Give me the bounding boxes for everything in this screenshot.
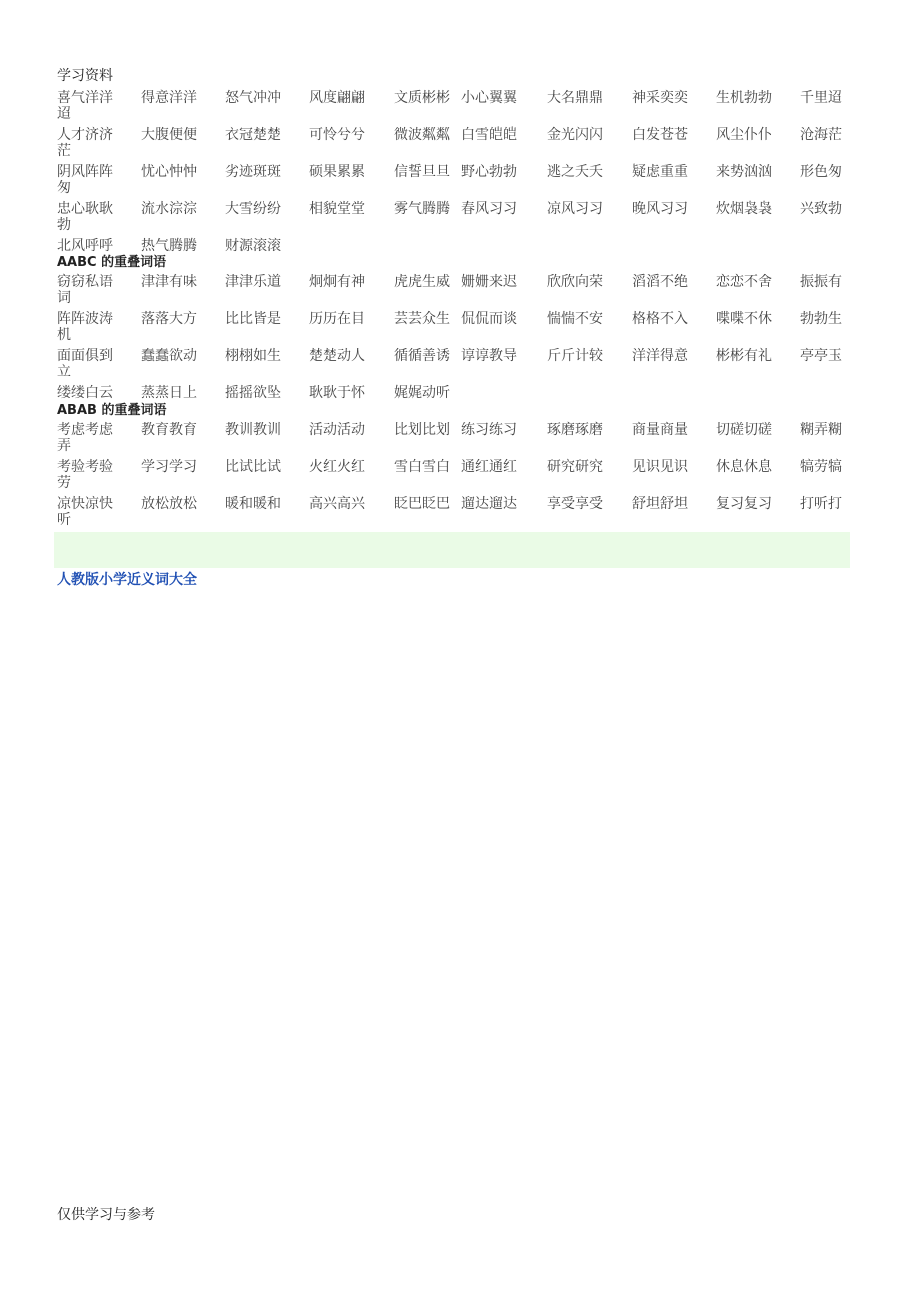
word-item: 比试比试	[225, 459, 281, 475]
word-item: 打听打	[800, 496, 842, 512]
word-item: 窃窃私语	[57, 274, 113, 290]
word-item: 千里迢	[800, 90, 842, 106]
word-item: 小心翼翼	[461, 90, 517, 106]
word-item: 洋洋得意	[632, 348, 688, 364]
word-item: 格格不入	[632, 311, 688, 327]
word-row	[57, 126, 857, 144]
word-row-continuation: 机	[57, 327, 71, 343]
word-item: 虎虎生威	[394, 274, 450, 290]
word-item: 信誓旦旦	[394, 164, 450, 180]
word-item: 糊弄糊	[800, 422, 842, 438]
word-item: 眨巴眨巴	[394, 496, 450, 512]
word-item: 侃侃而谈	[461, 311, 517, 327]
document-footer-label: 仅供学习与参考	[57, 1207, 155, 1223]
word-item: 炊烟袅袅	[716, 201, 772, 217]
word-row-continuation: 劳	[57, 475, 71, 491]
word-row	[57, 310, 857, 328]
word-item: 斤斤计较	[547, 348, 603, 364]
word-item: 大名鼎鼎	[547, 90, 603, 106]
word-item: 休息休息	[716, 459, 772, 475]
word-row	[57, 421, 857, 439]
word-item: 比比皆是	[225, 311, 281, 327]
word-item: 沧海茫	[800, 127, 842, 143]
word-item: 衣冠楚楚	[225, 127, 281, 143]
word-item: 练习练习	[461, 422, 517, 438]
word-item: 风度翩翩	[309, 90, 365, 106]
word-row-continuation: 弄	[57, 438, 71, 454]
word-row	[57, 163, 857, 181]
word-item: 津津乐道	[225, 274, 281, 290]
word-item: 喋喋不休	[716, 311, 772, 327]
word-item: 兴致勃	[800, 201, 842, 217]
word-item: 凉快凉快	[57, 496, 113, 512]
word-item: 雾气腾腾	[394, 201, 450, 217]
word-row-continuation: 迢	[57, 106, 71, 122]
section-title-aabc: AABC 的重叠词语	[57, 255, 167, 270]
word-item: 文质彬彬	[394, 90, 450, 106]
word-item: 晚风习习	[632, 201, 688, 217]
word-item: 来势汹汹	[716, 164, 772, 180]
word-item: 风尘仆仆	[716, 127, 772, 143]
word-item: 教育教育	[141, 422, 197, 438]
word-item: 白发苍苍	[632, 127, 688, 143]
word-row	[57, 347, 857, 365]
word-item: 耿耿于怀	[309, 385, 365, 401]
word-item: 阵阵波涛	[57, 311, 113, 327]
word-item: 放松放松	[141, 496, 197, 512]
word-item: 忠心耿耿	[57, 201, 113, 217]
word-item: 逃之夭夭	[547, 164, 603, 180]
word-item: 犒劳犒	[800, 459, 842, 475]
word-item: 惴惴不安	[547, 311, 603, 327]
word-item: 怒气冲冲	[225, 90, 281, 106]
word-item: 野心勃勃	[461, 164, 517, 180]
word-item: 琢磨琢磨	[547, 422, 603, 438]
word-item: 生机勃勃	[716, 90, 772, 106]
word-item: 忧心忡忡	[141, 164, 197, 180]
word-item: 享受享受	[547, 496, 603, 512]
word-item: 历历在目	[309, 311, 365, 327]
word-item: 复习复习	[716, 496, 772, 512]
word-item: 雪白雪白	[394, 459, 450, 475]
word-item: 财源滚滚	[225, 238, 281, 254]
word-item: 火红火红	[309, 459, 365, 475]
word-item: 炯炯有神	[309, 274, 365, 290]
word-item: 芸芸众生	[394, 311, 450, 327]
word-item: 相貌堂堂	[309, 201, 365, 217]
word-row-continuation: 茫	[57, 143, 71, 159]
word-item: 商量商量	[632, 422, 688, 438]
word-item: 形色匆	[800, 164, 842, 180]
word-item: 考虑考虑	[57, 422, 113, 438]
word-item: 摇摇欲坠	[225, 385, 281, 401]
word-item: 落落大方	[141, 311, 197, 327]
word-row	[57, 495, 857, 513]
word-row	[57, 384, 857, 402]
word-item: 振振有	[800, 274, 842, 290]
word-item: 劣迹斑斑	[225, 164, 281, 180]
word-item: 面面俱到	[57, 348, 113, 364]
word-row-continuation: 立	[57, 364, 71, 380]
word-item: 可怜兮兮	[309, 127, 365, 143]
word-item: 楚楚动人	[309, 348, 365, 364]
word-item: 得意洋洋	[141, 90, 197, 106]
word-item: 高兴高兴	[309, 496, 365, 512]
word-item: 凉风习习	[547, 201, 603, 217]
separator-band	[54, 532, 850, 568]
word-item: 大腹便便	[141, 127, 197, 143]
word-row	[57, 200, 857, 218]
word-item: 疑虑重重	[632, 164, 688, 180]
word-row	[57, 89, 857, 107]
word-item: 神采奕奕	[632, 90, 688, 106]
word-item: 亭亭玉	[800, 348, 842, 364]
word-item: 切磋切磋	[716, 422, 772, 438]
word-item: 研究研究	[547, 459, 603, 475]
word-item: 姗姗来迟	[461, 274, 517, 290]
word-item: 恋恋不舍	[716, 274, 772, 290]
word-item: 津津有味	[141, 274, 197, 290]
word-item: 栩栩如生	[225, 348, 281, 364]
word-row	[57, 458, 857, 476]
word-item: 春风习习	[461, 201, 517, 217]
word-item: 娓娓动听	[394, 385, 450, 401]
word-item: 比划比划	[394, 422, 450, 438]
word-item: 蠢蠢欲动	[141, 348, 197, 364]
synonym-section-title: 人教版小学近义词大全	[57, 572, 197, 588]
word-item: 勃勃生	[800, 311, 842, 327]
word-item: 欣欣向荣	[547, 274, 603, 290]
word-item: 白雪皑皑	[461, 127, 517, 143]
word-item: 北风呼呼	[57, 238, 113, 254]
word-item: 流水淙淙	[141, 201, 197, 217]
word-item: 热气腾腾	[141, 238, 197, 254]
word-row-continuation: 匆	[57, 180, 71, 196]
word-item: 缕缕白云	[57, 385, 113, 401]
word-item: 阴风阵阵	[57, 164, 113, 180]
word-item: 通红通红	[461, 459, 517, 475]
section-title-abab: ABAB 的重叠词语	[57, 403, 167, 418]
word-item: 教训教训	[225, 422, 281, 438]
document-header-label: 学习资料	[57, 68, 113, 84]
word-item: 谆谆教导	[461, 348, 517, 364]
word-item: 舒坦舒坦	[632, 496, 688, 512]
word-item: 喜气洋洋	[57, 90, 113, 106]
word-item: 蒸蒸日上	[141, 385, 197, 401]
word-item: 暖和暖和	[225, 496, 281, 512]
word-item: 遛达遛达	[461, 496, 517, 512]
word-row	[57, 273, 857, 291]
word-item: 人才济济	[57, 127, 113, 143]
word-item: 学习学习	[141, 459, 197, 475]
word-row-continuation: 词	[57, 290, 71, 306]
word-item: 大雪纷纷	[225, 201, 281, 217]
word-item: 金光闪闪	[547, 127, 603, 143]
word-item: 硕果累累	[309, 164, 365, 180]
word-item: 微波粼粼	[394, 127, 450, 143]
word-item: 考验考验	[57, 459, 113, 475]
word-row-continuation: 听	[57, 512, 71, 528]
synonym-grid-area	[57, 590, 857, 1202]
word-item: 彬彬有礼	[716, 348, 772, 364]
word-item: 滔滔不绝	[632, 274, 688, 290]
word-row-continuation: 勃	[57, 217, 71, 233]
word-item: 见识见识	[632, 459, 688, 475]
word-row	[57, 237, 857, 255]
word-item: 循循善诱	[394, 348, 450, 364]
word-item: 活动活动	[309, 422, 365, 438]
